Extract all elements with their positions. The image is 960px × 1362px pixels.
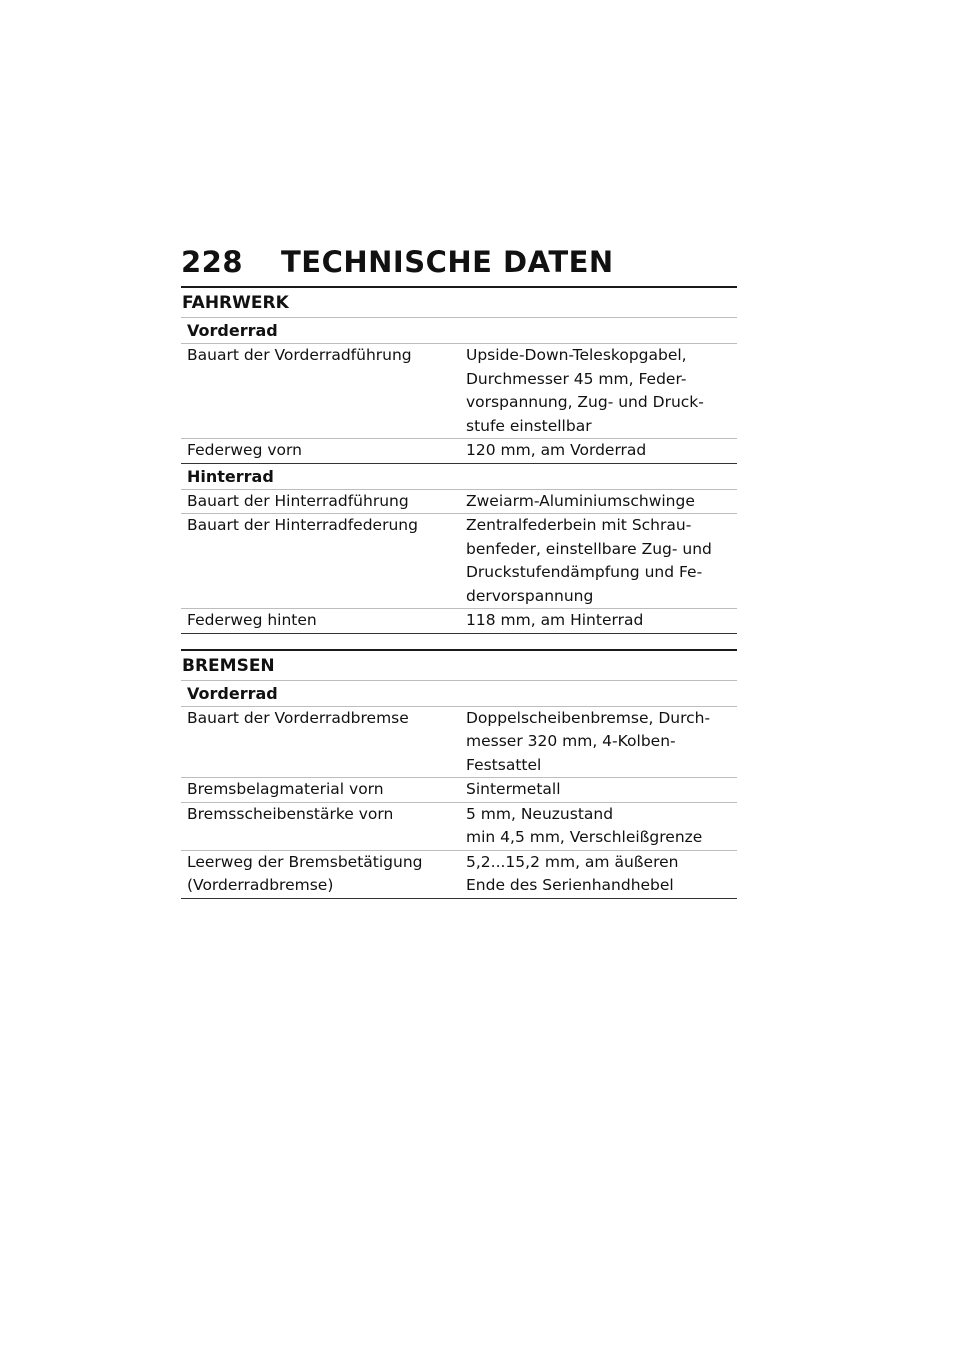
table-row xyxy=(181,609,737,634)
row-label: Bauart der Hinterradführung xyxy=(187,491,409,510)
row-label: Bauart der Vorderradführung xyxy=(187,346,412,364)
row-label: Bremsbelagmaterial vorn xyxy=(187,780,384,798)
row-value: 5,2...15,2 mm, am äußeren Ende des Serienhandhebel xyxy=(466,852,679,894)
row-value: Upside-Down-Teleskopgabel, Durchmesser 45 mm, Feder- vorspannung, Zug- und Druck- stufe einstellbar xyxy=(466,346,704,435)
row-label: Bauart der Hinterradfederung xyxy=(187,516,418,534)
row-value: Zentralfederbein mit Schrau- benfeder, einstellbare Zug- und Druckstufendämpfung und Fe- dervorspannung xyxy=(466,516,712,605)
table-row xyxy=(181,439,737,464)
group-vorderrad xyxy=(181,681,737,899)
page-title: TECHNISCHE DATEN xyxy=(281,245,614,279)
row-value: Sintermetall xyxy=(466,780,561,798)
table-row xyxy=(181,851,737,899)
row-label: Bremsscheibenstärke vorn xyxy=(187,804,394,823)
page-heading xyxy=(181,238,737,286)
table-row xyxy=(181,490,737,515)
row-value: Doppelscheibenbremse, Durch- messer 320 mm, 4-Kolben- Festsattel xyxy=(466,708,711,774)
row-value: 120 mm, am Vorderrad xyxy=(466,441,647,459)
row-label: Federweg hinten xyxy=(187,611,317,629)
group-vorderrad xyxy=(181,318,737,464)
row-label: Federweg vorn xyxy=(187,441,302,459)
section-title: FAHRWERK xyxy=(181,288,737,318)
manual-page xyxy=(181,238,737,899)
row-value: 118 mm, am Hinterrad xyxy=(466,611,644,629)
table-row xyxy=(181,803,737,851)
group-title: Vorderrad xyxy=(181,681,737,707)
page-number: 228 xyxy=(181,245,244,279)
table-row xyxy=(181,344,737,439)
table-row xyxy=(181,514,737,609)
row-label: Leerweg der Bremsbetätigung (Vorderradbremse) xyxy=(187,852,423,894)
group-title: Hinterrad xyxy=(181,464,737,490)
row-value: 5 mm, Neuzustand min 4,5 mm, Verschleißgrenze xyxy=(466,804,703,846)
group-title: Vorderrad xyxy=(181,318,737,344)
row-value: Zweiarm-Aluminiumschwinge xyxy=(466,491,695,510)
table-row xyxy=(181,778,737,803)
group-hinterrad xyxy=(181,464,737,634)
row-label: Bauart der Vorderradbremse xyxy=(187,708,409,727)
section-fahrwerk xyxy=(181,286,737,634)
section-title: BREMSEN xyxy=(181,651,737,681)
table-row xyxy=(181,707,737,779)
section-bremsen xyxy=(181,649,737,899)
